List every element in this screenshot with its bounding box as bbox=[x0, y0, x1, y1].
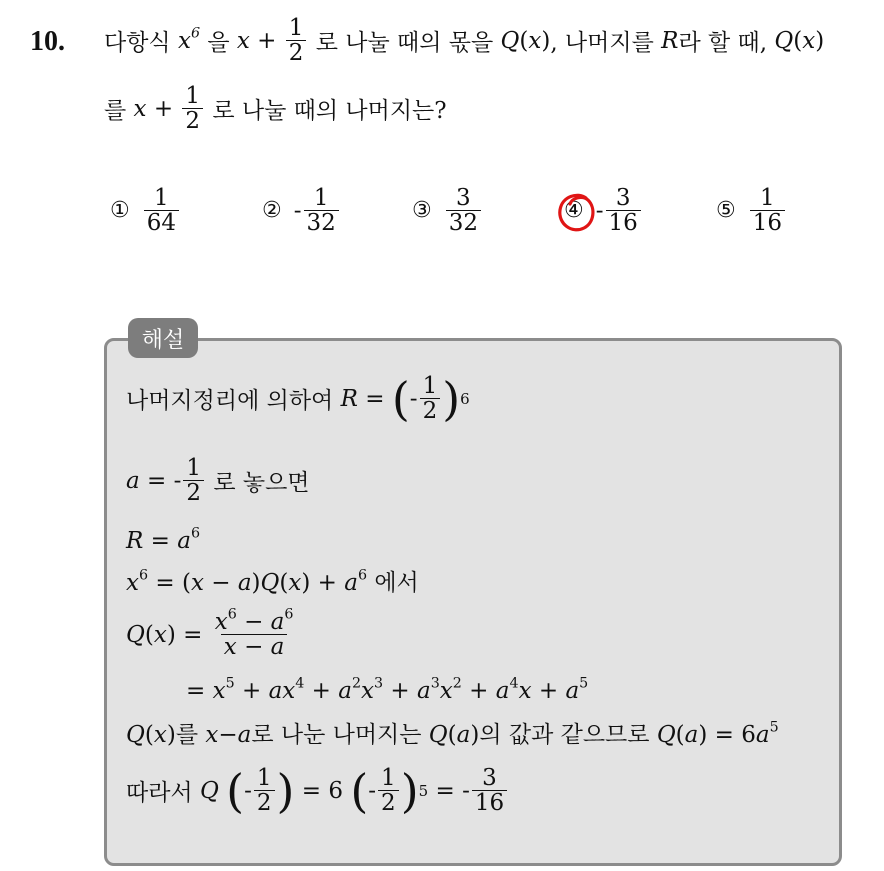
solution-text: 를 bbox=[175, 722, 199, 748]
choice-3[interactable] bbox=[412, 186, 483, 235]
solution-line-2: a = - $\frac{1}{2}$ 로 놓으면 bbox=[126, 455, 310, 507]
solution-text: 나머지정리에 의하여 bbox=[126, 388, 334, 415]
choice-2[interactable] bbox=[262, 186, 341, 235]
math: Q bbox=[774, 27, 794, 54]
solution-text: 의 값과 같으므로 bbox=[479, 722, 650, 748]
math: x bbox=[236, 27, 250, 54]
choice-fraction: $\frac{1}{16}$ bbox=[750, 186, 785, 235]
choice-5[interactable] bbox=[716, 186, 787, 235]
stem-text: , 나머지를 bbox=[550, 30, 654, 57]
solution-line-4: $x^6 = (x - a)Q(x) + a^6$ 에서 bbox=[126, 567, 419, 596]
solution-text: 에서 bbox=[374, 570, 419, 596]
choice-marker: ④ bbox=[564, 198, 584, 224]
choice-marker: ⑤ bbox=[716, 198, 736, 224]
choice-fraction: $\frac{3}{16}$ bbox=[606, 186, 641, 235]
solution-tag: 해설 bbox=[128, 318, 198, 358]
choice-sign: - bbox=[293, 197, 302, 224]
solution-line-3: $R = a^6$ bbox=[126, 525, 201, 554]
choice-marker: ① bbox=[110, 198, 130, 224]
stem-text: 다항식 bbox=[104, 30, 171, 57]
math: Q bbox=[500, 27, 520, 54]
question-number: 10. bbox=[30, 26, 65, 57]
solution-text: 로 나눈 나머지는 bbox=[251, 722, 422, 748]
math: $x^6$ bbox=[177, 24, 201, 54]
solution-line-6: = $x^5 + ax^4 + a^2x^3 + a^3x^2 + a^4x + a^5$ bbox=[186, 675, 589, 704]
solution-line-1: 나머지정리에 의하여 R = ( - $\frac{1}{2}$ ) 6 bbox=[126, 371, 470, 426]
solution-line-5: Q ( x ) = $\frac{x^6 - a^6}{x - a}$ bbox=[126, 606, 294, 661]
answer-mark-circle bbox=[556, 190, 598, 236]
stem-text: 로 나눌 때의 나머지는? bbox=[212, 98, 447, 125]
question-line-1: 다항식 $x^6$ 을 x + $\frac{1}{2}$ 로 나눌 때의 몫을 Q ( x ) , 나머지를 R 라 할 때, Q ( x ) bbox=[104, 15, 825, 67]
choice-marker: ② bbox=[262, 198, 282, 224]
math: x bbox=[133, 95, 147, 122]
question-line-2: 를 x + $\frac{1}{2}$ 로 나눌 때의 나머지는? bbox=[104, 83, 447, 135]
choice-fraction: $\frac{1}{32}$ bbox=[304, 186, 339, 235]
fraction: $\frac{1}{2}$ bbox=[182, 84, 203, 133]
stem-text: 을 bbox=[207, 30, 230, 57]
choice-marker: ③ bbox=[412, 198, 432, 224]
solution-line-8: 따라서 Q ( - $\frac{1}{2}$ ) = 6 ( - $\frac{1}{2}$ ) 5 = - $\frac{3}{16}$ bbox=[126, 766, 509, 815]
math: R bbox=[661, 27, 679, 54]
stem-text: 라 할 때, bbox=[678, 30, 768, 57]
choice-fraction: $\frac{1}{64}$ bbox=[144, 186, 179, 235]
solution-line-7: Q(x)를 x−a로 나눈 나머지는 Q(a)의 값과 같으므로 $Q(a) = 6a^5$ bbox=[126, 719, 779, 748]
solution-text: 따라서 bbox=[126, 780, 193, 807]
stem-text: 를 bbox=[104, 98, 127, 125]
choice-1[interactable] bbox=[110, 186, 181, 235]
stem-text: 로 나눌 때의 몫을 bbox=[315, 30, 494, 57]
choice-sign: - bbox=[595, 197, 604, 224]
solution-text: 로 놓으면 bbox=[213, 470, 310, 497]
fraction: $\frac{1}{2}$ bbox=[286, 16, 307, 65]
choice-fraction: $\frac{3}{32}$ bbox=[446, 186, 481, 235]
